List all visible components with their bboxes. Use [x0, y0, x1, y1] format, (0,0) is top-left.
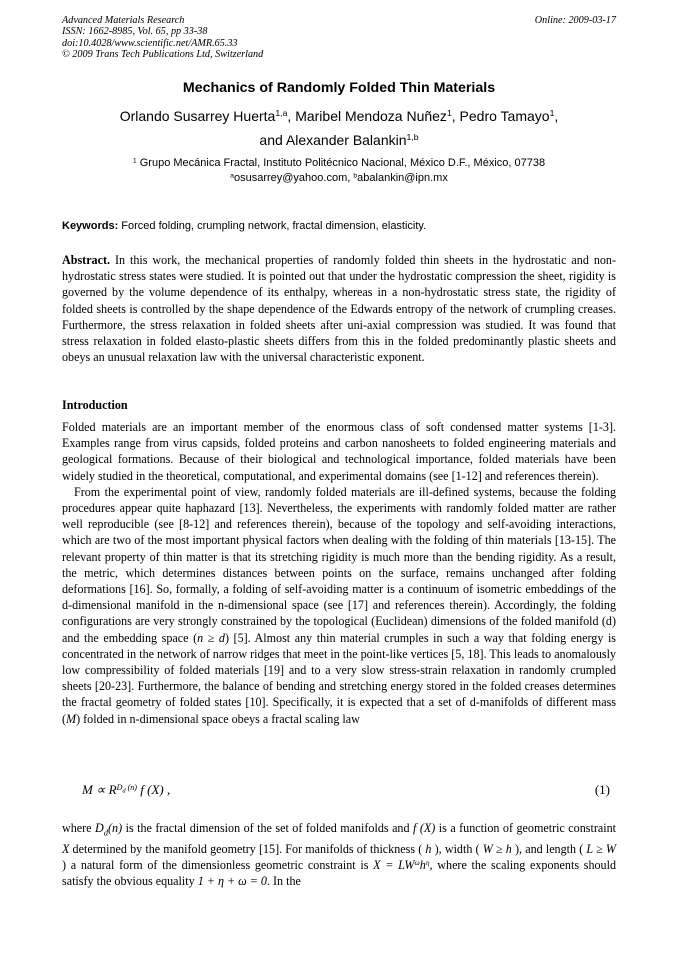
equation-1	[62, 782, 616, 802]
text: where	[62, 821, 96, 835]
math-inline: $X = LW^\omega h^\eta$	[373, 857, 430, 872]
text: ), width (	[431, 841, 483, 856]
post-equation-text	[62, 820, 616, 889]
journal-header	[62, 15, 616, 61]
math-inline: M	[66, 711, 77, 726]
journal-issn: ISSN: 1662-8985, Vol. 65, pp 33-38	[62, 26, 208, 38]
math-inline: n ≥ d	[197, 630, 225, 645]
math-inline: X	[62, 841, 70, 856]
journal-name: Advanced Materials Research	[62, 15, 185, 26]
equation-lhs: M ∝ R	[82, 782, 117, 797]
journal-doi: doi:10.4028/www.scientific.net/AMR.65.33	[62, 37, 238, 49]
affiliation	[62, 156, 616, 186]
author-name: Orlando Susarrey Huerta	[119, 108, 276, 124]
paragraph-text: From the experimental point of view, randomly folded materials are ill-defined systems, because the folding procedures appear quite haphazard [13]. Nevertheless, the experiments with randomly folded matter are rather well reproducible (see [8-12] and references therein), because of the topology and self-avoiding interactions, which are two of the most important physical factors when dealing with the folding of thin materials [13-15]. The relevant property of thin matter is that its stretching rigidity is much more than the bending rigidity. As a result, the metric, which determines distances between points on the surface, remains unchanged after folding deformations [16]. So, formally, a folding of self-avoiding matter is a continuum of isometric embeddings of the d-dimensional manifold in the n-dimensional space (see [17] and references therein). Accordingly, the folding configurations are very strongly constrained by the topological (Euclidean) dimensions of the folded manifold (d) and the embedding space (	[62, 484, 616, 645]
math-inline: W ≥ h	[482, 841, 512, 856]
author-list: Orlando Susarrey Huerta$^{1,a}$, Maribel Mendoza Nuñez$^1$, Pedro Tamayo$^1$, and Alexander Balankin$^{1,b}$	[119, 108, 559, 148]
author-affil-mark: 1	[549, 108, 555, 119]
author-affil-mark: 1,a	[275, 108, 288, 119]
keywords-label: Keywords:	[62, 220, 119, 232]
email-b: abalankin@ipn.mx	[357, 172, 448, 184]
equation-rhs: f (X) ,	[137, 782, 171, 797]
equation-number: (1)	[594, 782, 610, 797]
abstract-text: In this work, the mechanical properties of randomly folded thin sheets in the hydrostatic and non-hydrostatic stress states were studied. It is pointed out that under the hydrostatic compression the sheet, rigidity is governed by the volume dependence of its enthalpy, whereas in a non-hydrostatic stress state, the rigidity of folded sheets is controlled by the shape dependence of the Edwards entropy of the network of crumpling creases. Furthermore, the stress relaxation in folded sheets after uni-axial compression was studied. It was found that stress relaxation in folded elasto-plastic sheets differs from this in the folded predominantly plastic sheets and obeys an unusual relaxation law with the universal characteristic exponent.	[62, 253, 616, 365]
paper-title: Mechanics of Randomly Folded Thin Materials	[182, 80, 496, 96]
keywords	[62, 220, 616, 232]
keywords-text: Forced folding, crumpling network, fractal dimension, elasticity.	[118, 220, 427, 232]
math-inline: h	[425, 841, 432, 856]
math-inline: 1 + η + ω = 0	[197, 874, 267, 889]
author-affil-mark: 1,b	[406, 132, 419, 143]
email-mark: b	[353, 172, 358, 180]
online-date: Online: 2009-03-17	[534, 15, 616, 26]
text: ) a natural form of the dimensionless geometric constraint is	[62, 857, 374, 872]
equation-exp-sub: d	[122, 787, 126, 795]
equation-body	[82, 782, 170, 798]
paragraph	[62, 484, 616, 727]
author-name: and Alexander Balankin	[259, 132, 407, 148]
email-mark: a	[230, 172, 234, 180]
text: is the fractal dimension of the set of folded manifolds and	[122, 821, 414, 835]
equation-exp-n: (n)	[125, 782, 137, 792]
text: ), and length (	[511, 841, 587, 856]
paragraph	[62, 820, 616, 889]
text: determined by the manifold geometry [15]. For manifolds of thickness (	[69, 841, 426, 856]
paragraph-text: ) folded in n-dimensional space obeys a fractal scaling law	[76, 711, 360, 726]
math-inline: L ≥ W	[586, 841, 616, 856]
affil-number: 1	[132, 157, 137, 165]
section-heading: Introduction	[62, 398, 128, 412]
math-inline: $D_d(n)$	[95, 821, 123, 838]
journal-copyright: © 2009 Trans Tech Publications Ltd, Switzerland	[62, 49, 264, 61]
text: . In the	[266, 874, 301, 889]
text: is a function of geometric constraint	[435, 821, 616, 835]
email-a: osusarrey@yahoo.com,	[233, 172, 354, 184]
abstract-label: Abstract.	[62, 253, 111, 267]
introduction-body	[62, 419, 616, 727]
math-inline: f (X)	[413, 821, 436, 835]
paragraph-text: ) [5]. Almost any thin material crumples in such a way that folding energy is concentrated in the network of narrow ridges that meet in the point-like vertices [5, 18]. This leads to anomalously low compressibility of folded materials [19] and to a very slow stress-strain relaxation in randomly crumpled sheets [20-23]. Furthermore, the balance of bending and stretching energy stored in the folded creases determines the fractal geometry of folded states [10]. Specifically, it is expected that a set of d-manifolds of different mass (	[62, 630, 617, 726]
equation-exponent: D	[116, 782, 123, 792]
text: , where the scaling exponents should satisfy the obvious equality	[62, 857, 617, 889]
author-name: Pedro Tamayo	[459, 108, 550, 124]
paragraph: Folded materials are an important member of the enormous class of soft condensed matter systems [1-3]. Examples range from virus capsids, folded proteins and carbon nanosheets to folded engineering materials and geological formations. Because of their biological and technological importance, folded materials have been widely studied in the theoretical, computational, and experimental domains (see [1-12] and references therein).	[62, 420, 616, 483]
affil-text: Grupo Mecánica Fractal, Instituto Politécnico Nacional, México D.F., México, 07738	[136, 157, 546, 169]
author-affil-mark: 1	[446, 108, 452, 119]
author-name: Maribel Mendoza Nuñez	[295, 108, 447, 124]
abstract	[62, 252, 616, 365]
